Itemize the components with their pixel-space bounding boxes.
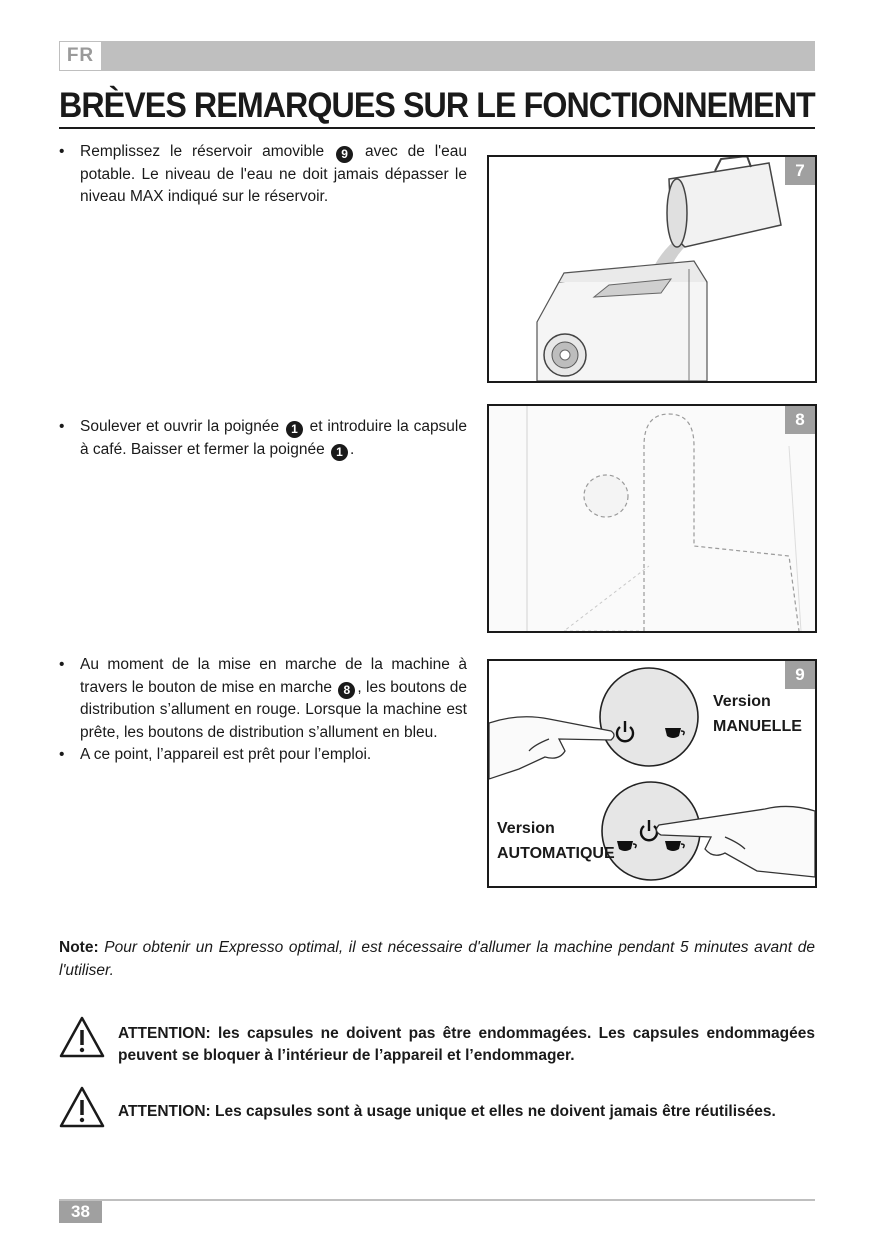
note-paragraph (59, 937, 815, 982)
page-title: BRÈVES REMARQUES SUR LE FONCTIONNEMENT (59, 86, 815, 125)
figure-9 (487, 659, 817, 888)
title-underline (59, 127, 815, 129)
version-manual-label: Version MANUELLE (713, 693, 802, 735)
note-text: Pour obtenir un Expresso optimal, il est nécessaire d'allumer la machine pendant 5 minutes avant de l'utiliser. (59, 939, 815, 979)
section-fill-reservoir (59, 141, 467, 209)
reservoir-fill-illustration (489, 157, 815, 381)
bullet-item: • Remplissez le réservoir amovible 9 avec de l'eau potable. Le niveau de l'eau ne doit jamais dépasser le niveau MAX indiqué sur le réservoir. (59, 141, 467, 209)
footer-rule (59, 1199, 815, 1201)
bullet-item: • Au moment de la mise en marche de la machine à travers le bouton de mise en marche 8 , les boutons de distribution s’allument en rouge. Lorsque la machine est prête, les boutons de distribution s’allument en bleu. (59, 654, 467, 744)
figure-number: 7 (785, 157, 815, 185)
warning-triangle-icon (59, 1086, 105, 1128)
page-number: 38 (59, 1201, 102, 1223)
warning-text-1: ATTENTION: les capsules ne doivent pas être endommagées. Les capsules endommagées peuvent se bloquer à l’intérieur de l’appareil et l’endommager. (118, 1025, 815, 1064)
language-tag: FR (60, 42, 101, 70)
bullet-item: • Soulever et ouvrir la poignée 1 et introduire la capsule à café. Baisser et fermer la poignée 1 . (59, 416, 467, 461)
warning-triangle-icon (59, 1016, 105, 1058)
bullet-item: • A ce point, l’appareil est prêt pour l’emploi. (59, 744, 467, 767)
note-label: Note: (59, 939, 99, 956)
figure-7 (487, 155, 817, 383)
capsule-handle-illustration (489, 406, 815, 631)
hand-left (489, 717, 614, 779)
reference-number: 1 (286, 421, 303, 438)
language-header-bar (59, 41, 815, 71)
figure-8 (487, 404, 817, 633)
section-insert-capsule (59, 416, 467, 461)
section-power-on (59, 654, 467, 767)
figure-number: 9 (785, 661, 815, 689)
reference-number: 1 (331, 444, 348, 461)
version-automatic-label: Version AUTOMATIQUE (497, 820, 615, 862)
warning-text-2: ATTENTION: Les capsules sont à usage unique et elles ne doivent jamais être réutilisées. (118, 1103, 776, 1120)
reference-number: 9 (336, 146, 353, 163)
reference-number: 8 (338, 682, 355, 699)
figure-number: 8 (785, 406, 815, 434)
